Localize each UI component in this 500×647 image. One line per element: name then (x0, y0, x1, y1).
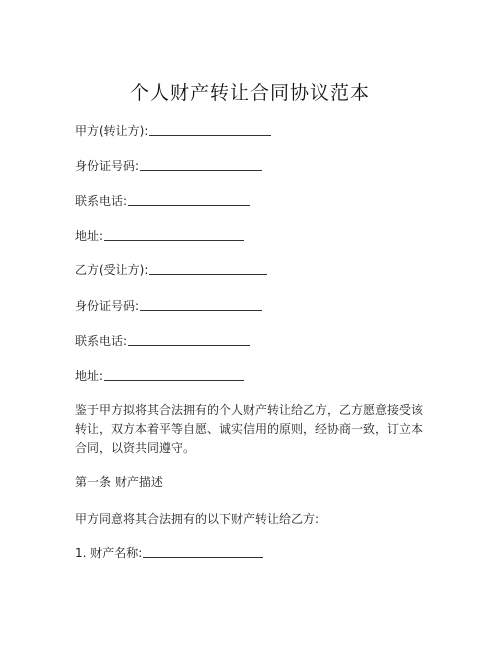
field-label: 甲方(转让方): (75, 124, 149, 138)
field-label: 1. 财产名称: (75, 546, 143, 560)
fill-in-line (149, 262, 267, 275)
fill-in-line (128, 333, 250, 346)
field-label: 身份证号码: (75, 159, 140, 173)
fill-in-line (104, 368, 244, 381)
party-a-address-field (75, 228, 244, 244)
party-b-name-field (75, 262, 267, 278)
property-name-field (75, 545, 263, 561)
party-b-address-field (75, 368, 244, 384)
party-a-name-field (75, 123, 271, 139)
field-label: 联系电话: (75, 194, 128, 208)
party-b-phone-field (75, 333, 250, 349)
article-1-heading: 第一条 财产描述 (75, 475, 163, 489)
document-title: 个人财产转让合同协议范本 (129, 82, 370, 104)
fill-in-line (140, 158, 262, 171)
article-1-text: 甲方同意将其合法拥有的以下财产转让给乙方: (75, 512, 320, 526)
field-label: 身份证号码: (75, 299, 140, 313)
fill-in-line (149, 123, 271, 136)
field-label: 地址: (75, 369, 104, 383)
fill-in-line (143, 545, 263, 558)
fill-in-line (104, 228, 244, 241)
party-b-id-field (75, 298, 262, 314)
field-label: 联系电话: (75, 334, 128, 348)
party-a-id-field (75, 158, 262, 174)
party-a-phone-field (75, 193, 250, 209)
fill-in-line (128, 193, 250, 206)
field-label: 地址: (75, 229, 104, 243)
field-label: 乙方(受让方): (75, 263, 149, 277)
intro-paragraph: 鉴于甲方拟将其合法拥有的个人财产转让给乙方，乙方愿意接受该转让，双方本着平等自愿、诚实信用的原则，经协商一致，订立本合同，以资共同遵守。 (75, 403, 424, 455)
fill-in-line (140, 298, 262, 311)
